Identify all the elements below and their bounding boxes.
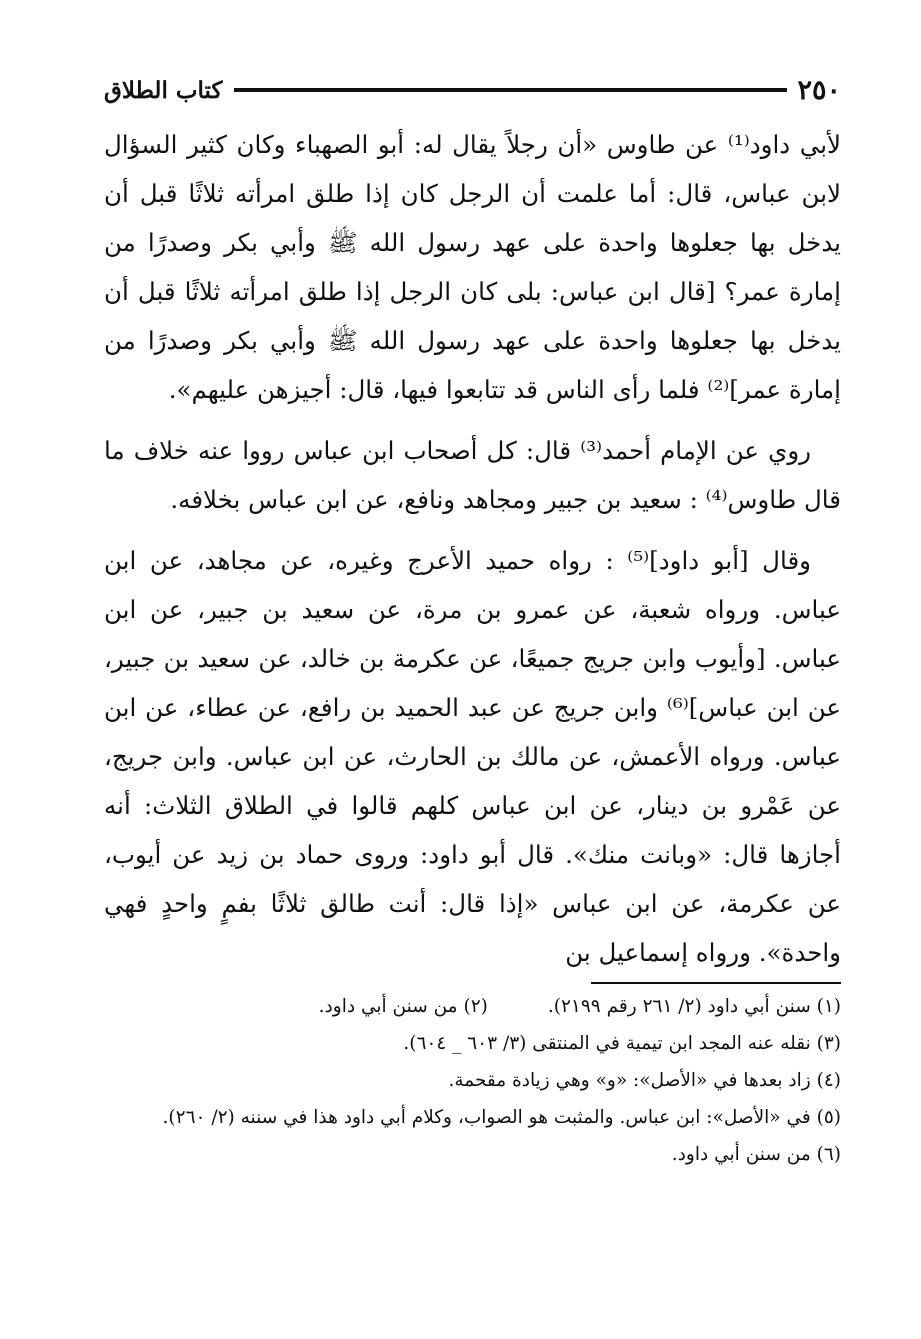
- book-title: كتاب الطلاق: [104, 76, 223, 104]
- page-number: ٢٥٠: [797, 74, 841, 106]
- footnote-3: (٣) نقله عنه المجد ابن تيمية في المنتقى (٣/ ٦٠٣ _ ٦٠٤).: [403, 1033, 841, 1054]
- footnote-row: [104, 990, 841, 1024]
- paragraph-abu-dawud-tawus: لأبي داود⁽¹⁾ عن طاوس «أن رجلاً يقال له: أبو الصهباء وكان كثير السؤال لابن عباس، قال: أما علمت أن الرجل كان إذا طلق امرأته ثلاثًا قبل أن يدخل بها جعلوها واحدة على عهد رسول الله ﷺ وأبي بكر وصدرًا من إمارة عمر؟ [قال ابن عباس: بلى كان الرجل إذا طلق امرأته ثلاثًا قبل أن يدخل بها جعلوها واحدة على عهد رسول الله ﷺ وأبي بكر وصدرًا من إمارة عمر]⁽²⁾ فلما رأى الناس قد تتابعوا فيها، قال: أجيزهن عليهم».: [104, 130, 842, 404]
- paragraph-abu-dawud-chains: وقال [أبو داود]⁽⁵⁾ : رواه حميد الأعرج وغيره، عن مجاهد، عن ابن عباس. ورواه شعبة، عن عمرو بن مرة، عن سعيد بن جبير، عن ابن عباس. [وأيوب وابن جريج جميعًا، عن عكرمة بن خالد، عن سعيد بن جبير، عن ابن عباس]⁽⁶⁾ وابن جريج عن عبد الحميد بن رافع، عن عطاء، عن ابن عباس. ورواه الأعمش، عن مالك بن الحارث، عن ابن عباس. وابن جريج، عن عَمْرو بن دينار، عن ابن عباس كلهم قالوا في الطلاق الثلاث: أنه أجازها قال: «وبانت منك». قال أبو داود: وروى حماد بن زيد عن أيوب، عن عكرمة، عن ابن عباس «إذا قال: أنت طالق ثلاثًا بفمٍ واحدٍ فهي واحدة». ورواه إسماعيل بن: [104, 546, 841, 967]
- footnote-6: (٦) من سنن أبي داود.: [671, 1144, 841, 1165]
- header-rule: [234, 88, 787, 92]
- footnote-separator: [591, 982, 841, 984]
- main-text: [104, 120, 841, 977]
- footnote-2: (٢) من سنن أبي داود.: [318, 996, 488, 1017]
- running-header: [104, 70, 841, 110]
- footnote-5: (٥) في «الأصل»: ابن عباس. والمثبت هو الصواب، وكلام أبي داود هذا في سننه (٢/ ٢٦٠).: [162, 1107, 841, 1128]
- paragraph-imam-ahmad: روي عن الإمام أحمد⁽³⁾ قال: كل أصحاب ابن عباس رووا عنه خلاف ما قال طاوس⁽⁴⁾ : سعيد بن جبير ومجاهد ونافع، عن ابن عباس بخلافه.: [104, 436, 841, 514]
- footnote-4: (٤) زاد بعدها في «الأصل»: «و» وهي زيادة مقحمة.: [448, 1070, 841, 1091]
- footnotes: [104, 990, 841, 1172]
- footnote-1: (١) سنن أبي داود (٢/ ٢٦١ رقم ٢١٩٩).: [547, 996, 841, 1017]
